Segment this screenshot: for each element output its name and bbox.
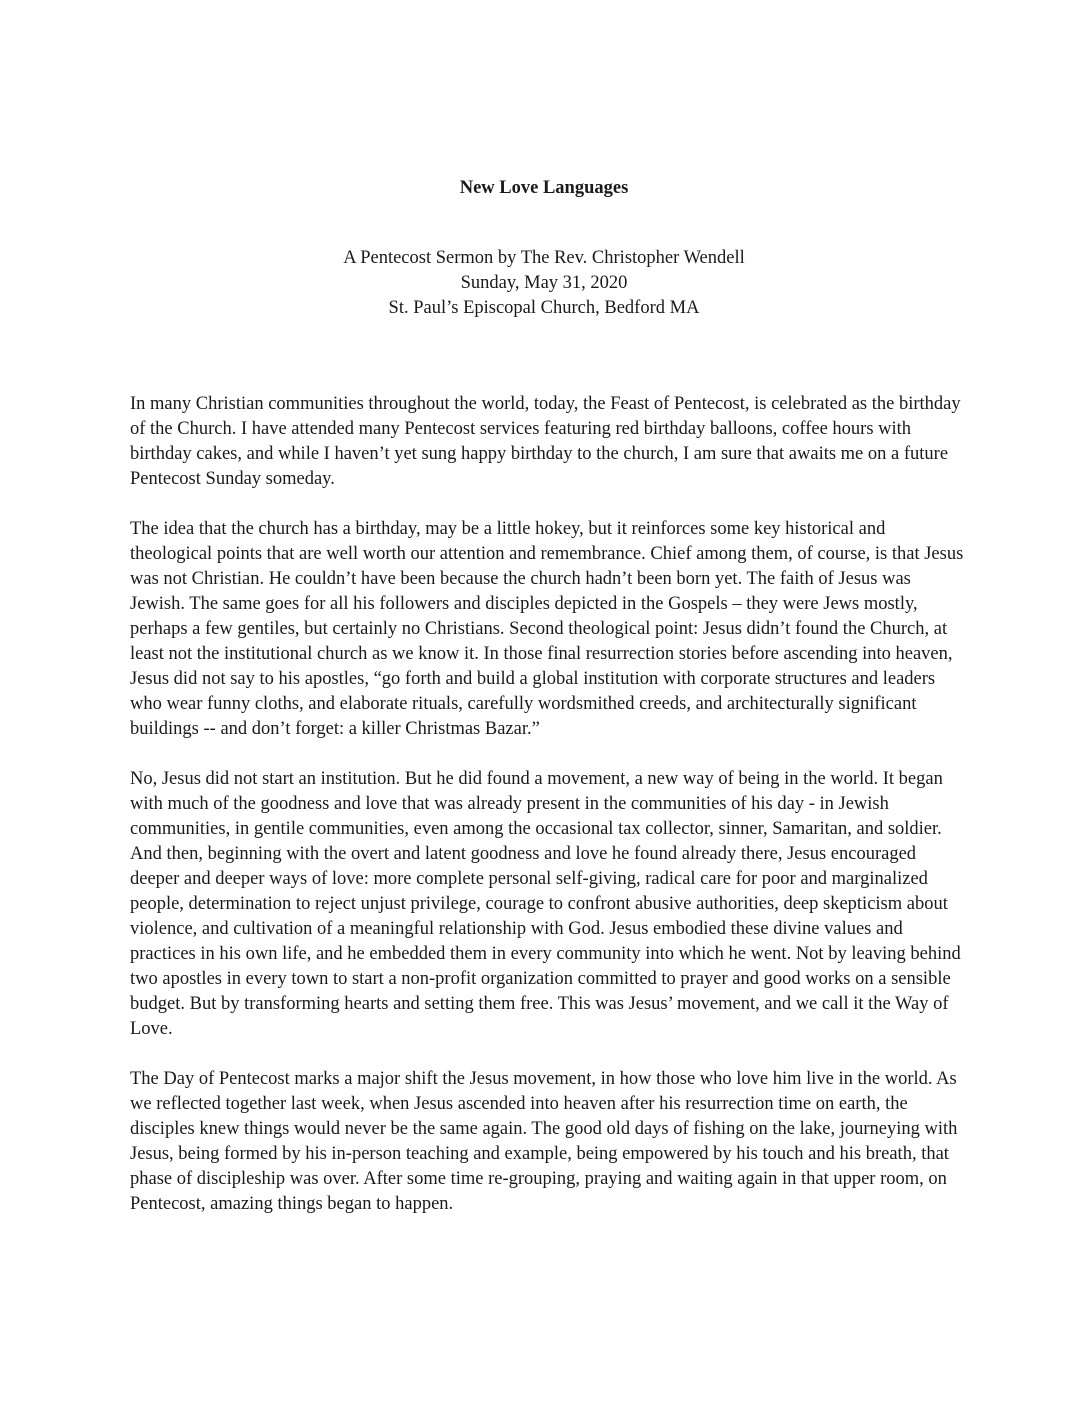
- byline-author: A Pentecost Sermon by The Rev. Christopher Wendell: [343, 248, 745, 268]
- paragraph-2: The idea that the church has a birthday, may be a little hokey, but it reinforces some key historical and theological points that are well worth our attention and remembrance. Chief among them, of course, is that Jesus was not Christian. He couldn’t have been because the church hadn’t been born yet. The faith of Jesus was Jewish. The same goes for all his followers and disciples depicted in the Gospels – they were Jews mostly, perhaps a few gentiles, but certainly no Christians. Second theological point: Jesus didn’t found the Church, at least not the institutional church as we know it. In those final resurrection stories before ascending into heaven, Jesus did not say to his apostles, “go forth and build a global institution with corporate structures and leaders who wear funny cloths, and elaborate rituals, carefully wordsmithed creeds, and architecturally significant buildings -- and don’t forget: a killer Christmas Bazar.”: [130, 519, 964, 739]
- byline-date: Sunday, May 31, 2020: [460, 273, 628, 293]
- sermon-byline: [0, 246, 1088, 321]
- paragraph-4: The Day of Pentecost marks a major shift the Jesus movement, in how those who love him live in the world. As we reflected together last week, when Jesus ascended into heaven after his resurrection time on earth, the disciples knew things would never be the same again. The good old days of fishing on the lake, journeying with Jesus, being formed by his in-person teaching and example, being empowered by his touch and his breath, that phase of discipleship was over. After some time re-grouping, praying and waiting again in that upper room, on Pentecost, amazing things began to happen.: [130, 1069, 958, 1214]
- sermon-body: [130, 392, 966, 1242]
- sermon-title: New Love Languages: [459, 178, 629, 198]
- paragraph-1: In many Christian communities throughout the world, today, the Feast of Pentecost, is celebrated as the birthday of the Church. I have attended many Pentecost services featuring red birthday balloons, coffee hours with birthday cakes, and while I haven’t yet sung happy birthday to the church, I am sure that awaits me on a future Pentecost Sunday someday.: [130, 394, 961, 489]
- byline-location: St. Paul’s Episcopal Church, Bedford MA: [388, 298, 700, 318]
- paragraph-3: No, Jesus did not start an institution. But he did found a movement, a new way of being in the world. It began with much of the goodness and love that was already present in the communities of his day - in Jewish communities, in gentile communities, even among the occasional tax collector, sinner, Samaritan, and soldier. And then, beginning with the overt and latent goodness and love he found already there, Jesus encouraged deeper and deeper ways of love: more complete personal self-giving, radical care for poor and marginalized people, determination to reject unjust privilege, courage to confront abusive authorities, deep skepticism about violence, and cultivation of a meaningful relationship with God. Jesus embodied these divine values and practices in his own life, and he embedded them in every community into which he went. Not by leaving behind two apostles in every town to start a non-profit organization committed to prayer and good works on a sensible budget. But by transforming hearts and setting them free. This was Jesus’ movement, and we call it the Way of Love.: [130, 769, 961, 1039]
